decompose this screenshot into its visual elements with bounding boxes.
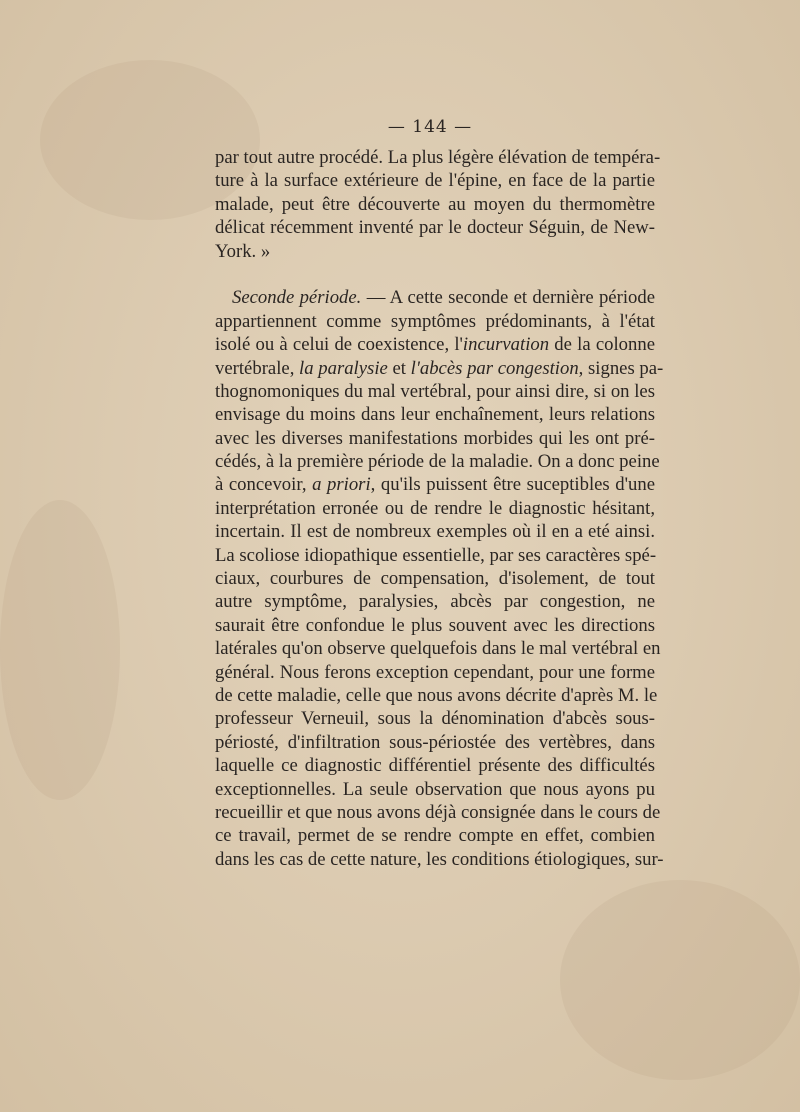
text-line (215, 333, 655, 356)
text-line: délicat récemment inventé par le docteur Séguin, de New- (215, 217, 655, 239)
text-line: latérales qu'on observe quelquefois dans le mal vertébral en (215, 638, 661, 660)
text-line: dans les cas de cette nature, les conditions étiologiques, sur- (215, 848, 664, 870)
text-line: malade, peut être découverte au moyen du thermomètre (215, 193, 655, 215)
body-text (215, 146, 664, 871)
text-line: autre symptôme, paralysies, abcès par congestion, ne (215, 591, 655, 613)
text-line: avec les diverses manifestations morbides qui les ont pré- (215, 427, 655, 449)
text-line: par tout autre procédé. La plus légère élévation de tempéra- (215, 147, 661, 168)
italic-term: a priori (312, 474, 371, 496)
paragraph-gap (215, 263, 655, 286)
text-line: laquelle ce diagnostic différentiel présente des difficultés (215, 755, 655, 777)
section-heading: Seconde période. (232, 287, 362, 309)
text-line: ce travail, permet de se rendre compte en effet, combien (215, 825, 655, 847)
text-line: exceptionnelles. La seule observation que nous ayons pu (215, 778, 655, 800)
text-line (215, 357, 664, 380)
text-span: isolé ou à celui de coexistence, l' (215, 334, 463, 356)
italic-term: incurvation (462, 334, 550, 356)
text-line: de cette maladie, celle que nous avons décrite d'après M. le (215, 684, 658, 706)
text-line: incertain. Il est de nombreux exemples où il en a eté ainsi. (215, 521, 655, 543)
text-line: saurait être confondue le plus souvent avec les directions (215, 614, 655, 636)
paper-stain (0, 500, 120, 800)
text-line: ciaux, courbures de compensation, d'isolement, de tout (215, 568, 655, 590)
text-line: périosté, d'infiltration sous-périostée des vertèbres, dans (215, 731, 655, 753)
text-span: — A cette seconde et dernière période (361, 287, 656, 309)
text-line: thognomoniques du mal vertébral, pour ainsi dire, si on les (215, 380, 655, 402)
paper-stain (560, 880, 800, 1080)
italic-term: la paralysie (299, 357, 388, 379)
text-line (215, 473, 655, 496)
text-line: envisage du moins dans leur enchaînement, leurs relations (215, 404, 655, 426)
text-line: La scoliose idiopathique essentielle, par ses caractères spé- (215, 544, 657, 566)
italic-term: l'abcès par congestion (410, 357, 579, 379)
text-line: cédés, à la première période de la maladie. On a donc peine (215, 451, 660, 473)
text-line: York. » (215, 240, 271, 262)
text-line (215, 286, 655, 309)
text-span: et (387, 357, 411, 379)
text-span: de la colonne (549, 334, 656, 356)
text-span: , signes pa- (578, 357, 664, 379)
page-number: — 144 — (387, 117, 473, 137)
text-span: vertébrale, (215, 357, 300, 379)
text-line: interprétation erronée ou de rendre le diagnostic hésitant, (215, 497, 655, 519)
text-span: , qu'ils puissent être suceptibles d'une (370, 474, 655, 496)
text-line: recueillir et que nous avons déjà consignée dans le cours de (215, 801, 661, 823)
text-line: ture à la surface extérieure de l'épine, en face de la partie (215, 170, 655, 192)
text-line: appartiennent comme symptômes prédominants, à l'état (215, 310, 655, 332)
text-span: à concevoir, (215, 474, 313, 496)
text-line: professeur Verneuil, sous la dénomination d'abcès sous- (215, 708, 655, 730)
text-line: général. Nous ferons exception cependant, pour une forme (215, 661, 655, 683)
